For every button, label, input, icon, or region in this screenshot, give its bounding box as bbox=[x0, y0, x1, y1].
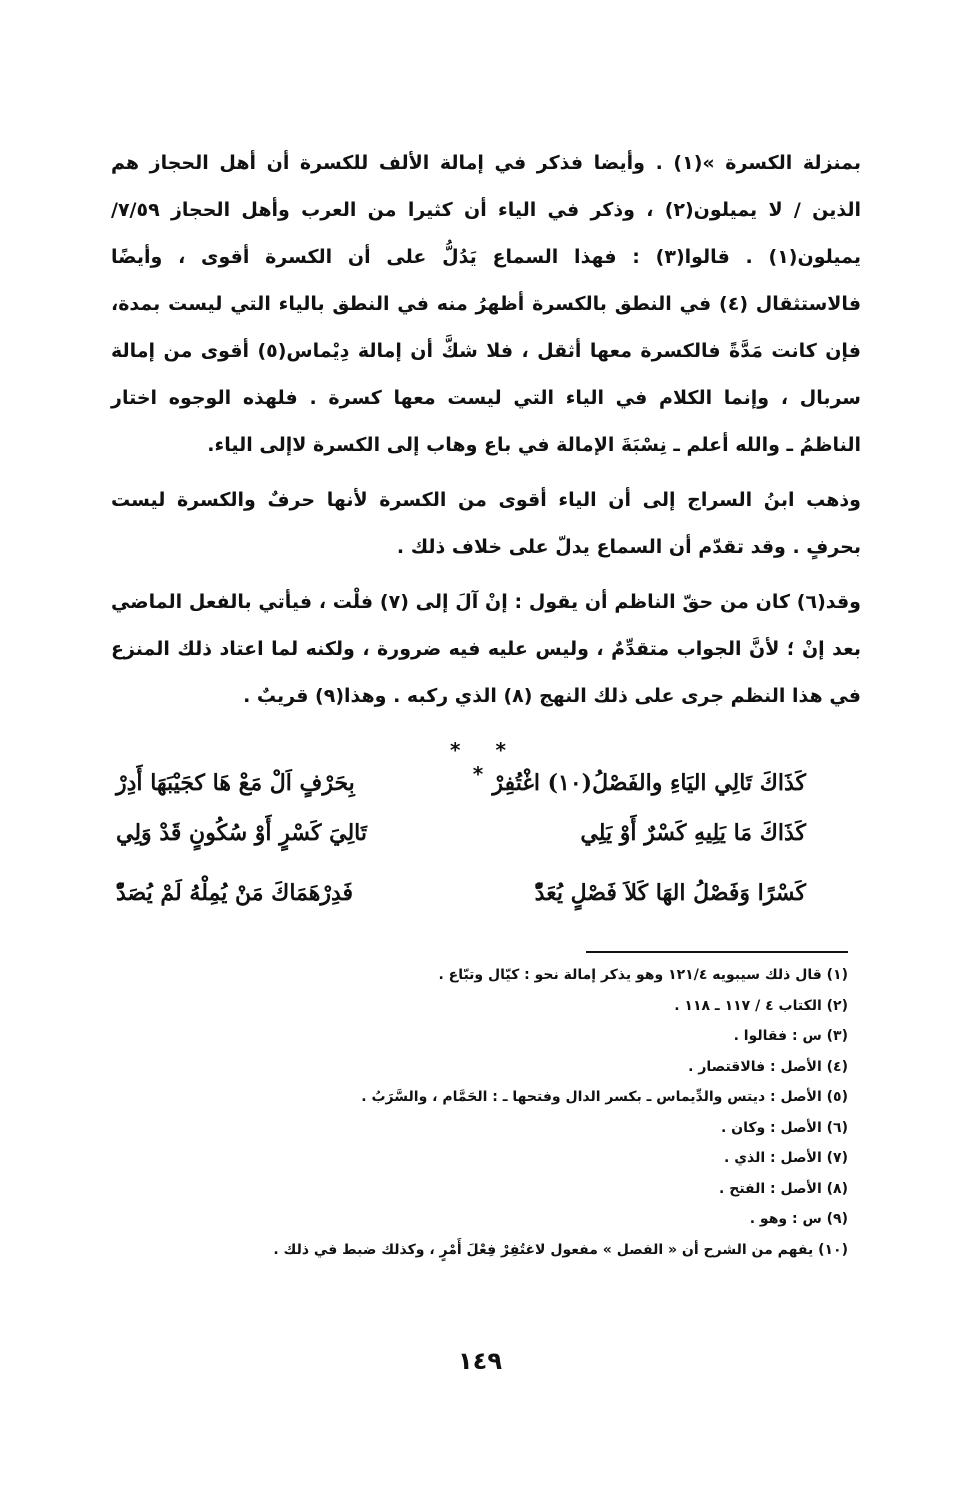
verse-line-2 bbox=[116, 820, 806, 860]
paragraph-1: بمنزلة الكسرة »(١) . وأيضا فذكر في إمالة الألف للكسرة أن أهل الحجاز هم الذين / لا يميلون(٢) ، وذكر في الياء أن كثيرا من العرب وأهل الحجاز ٧/٥٩/ يميلون(١) . قالوا(٣) : فهذا السماع يَدُلُّ على أن الكسرة أقوى ، وأيضًا فالاستثقال (٤) في النطق بالكسرة أظهرُ منه في النطق بالياء التي ليست بمدة، فإن كانت مَدَّةً فالكسرة معها أثقل ، فلا شكَّ أن إمالة دِيْماس(٥) أقوى من إمالة سربال ، وإنما الكلام في الياء التي ليست معها كسرة . فلهذه الوجوه اختار الناظمُ ـ والله أعلم ـ نِسْبَةَ الإمالة في باع وهاب إلى الكسرة لاإلى الياء. bbox=[111, 152, 862, 456]
verse-second-hemistich: تَالِيَ كَسْرٍ أَوْ سُكُونٍ قَدْ وَلِي bbox=[116, 820, 367, 846]
footnote: (٢) الكتاب ٤ / ١١٧ ـ ١١٨ . bbox=[674, 997, 848, 1014]
footnote: (٦) الأصل : وكان . bbox=[720, 1119, 848, 1136]
verse-line-1 bbox=[116, 770, 806, 810]
footnote: (٩) س : وهو . bbox=[749, 1211, 848, 1227]
paragraph-3: وقد(٦) كان من حقّ الناظم أن يقول : إنْ آلَ إلى (٧) فلْت ، فيأتي بالفعل الماضي بعد إنْ ؛ لأنَّ الجواب متقدِّمٌ ، وليس عليه فيه ضرورة ، ولكنه لما اعتاد ذلك المنزع في هذا النظم جرى على ذلك النهج (٨) الذي ركبه . وهذا(٩) قريبٌ . bbox=[111, 591, 861, 707]
footnote: (١٠) يفهم من الشرح أن « الفصل » مفعول لاغتُفِرْ فِعْلَ أَمْرٍ ، وكذلك ضبط في ذلك . bbox=[273, 1241, 848, 1258]
section-separator: * * * bbox=[450, 738, 520, 786]
footnotes-list bbox=[148, 960, 848, 1265]
footnote: (٣) س : فقالوا . bbox=[733, 1028, 848, 1044]
verse-second-hemistich: بِحَرْفٍ اَلْ مَعْ هَا كجَيْبَهَا أَدِرْ bbox=[116, 770, 355, 796]
footnote: (٤) الأصل : فالاقتصار . bbox=[688, 1058, 848, 1075]
verse-first-hemistich: كَسْرًا وَفَصْلُ الهَا كَلاَ فَصْلٍ يُعَدّْ bbox=[534, 880, 806, 906]
footnote: (١) قال ذلك سيبويه ١٢١/٤ وهو يذكر إمالة نحو : كيّال وتبّاع . bbox=[438, 967, 848, 983]
page-number: ١٤٩ bbox=[458, 1347, 502, 1375]
verse-line-3 bbox=[116, 880, 806, 920]
verse-second-hemistich: فَدِرْهَمَاكَ مَنْ يُمِلْهُ لَمْ يُصَدّْ bbox=[116, 880, 354, 906]
footnote: (٥) الأصل : ديتس والدِّيماس ـ بكسر الدال وفتحها ـ : الحَمَّام ، والسَّرَبُ . bbox=[361, 1089, 848, 1105]
verse-first-hemistich: كَذَاكَ تَالِي اليَاءِ والفَصْلُ(١٠) اغْتُفِرْ bbox=[492, 770, 806, 796]
verse-first-hemistich: كَذَاكَ مَا يَلِيهِ كَسْرٌ أَوْ يَلِي bbox=[580, 820, 806, 846]
footnote-divider bbox=[586, 951, 848, 953]
paragraph-2: وذهب ابنُ السراج إلى أن الياء أقوى من الكسرة لأنها حرفٌ والكسرة ليست بحرفٍ . وقد تقدّم أن السماع يدلّ على خلاف ذلك . bbox=[111, 489, 861, 558]
footnote: (٧) الأصل : الذي . bbox=[724, 1150, 848, 1166]
footnote: (٨) الأصل : الفتح . bbox=[719, 1180, 848, 1197]
main-text bbox=[111, 140, 861, 720]
